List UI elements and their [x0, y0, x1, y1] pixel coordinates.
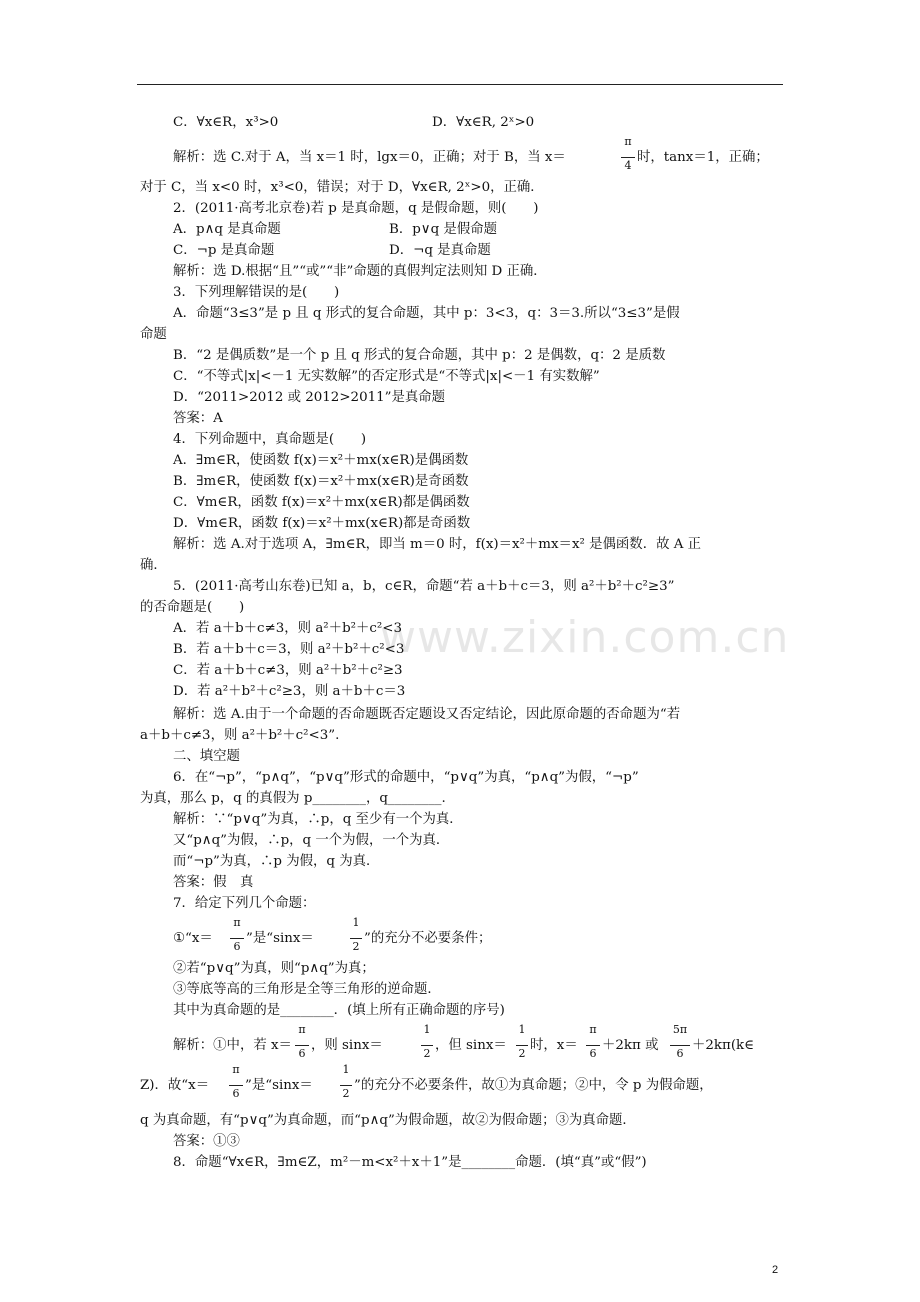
fraction-denominator: 6: [298, 1047, 306, 1060]
fraction-denominator: 2: [423, 1047, 431, 1060]
q6-stem-cont: 为真，那么 p，q 的真假为 p________，q________.: [140, 791, 446, 806]
q4-solution-cont: 确．: [140, 558, 167, 573]
q4-stem: 4．下列命题中，真命题是( ): [173, 432, 367, 447]
q7-answer: 答案：①③: [173, 1134, 240, 1149]
fraction-numerator: π: [624, 135, 632, 148]
fraction-bar: [229, 1085, 243, 1086]
fraction-bar: [621, 157, 635, 158]
q4-option-a: A．∃m∈R，使函数 f(x)＝x²＋mx(x∈R)是偶函数: [173, 453, 469, 468]
q3-option-b: B．“2 是偶质数”是一个 p 且 q 形式的复合命题，其中 p：2 是偶数，q：2 是质数: [173, 348, 666, 363]
watermark: www.zixin.com.cn: [380, 612, 790, 663]
fraction-bar: [340, 1085, 352, 1086]
fraction-numerator: 1: [342, 1063, 350, 1076]
section-heading-fill-in: 二、填空题: [173, 749, 240, 764]
q5-option-a: A．若 a＋b＋c≠3，则 a²＋b²＋c²<3: [173, 621, 403, 636]
q4-option-c: C．∀m∈R，函数 f(x)＝x²＋mx(x∈R)都是偶函数: [173, 495, 470, 510]
q7-item1-part1: ①“x＝: [173, 931, 213, 946]
fraction-numerator: 1: [423, 1023, 431, 1036]
q7-item1-part2: ”是“sinx＝: [246, 931, 314, 946]
q7-solution-line3: q 为真命题，有“p∨q”为真命题，而“p∧q”为假命题，故②为假命题；③为真命题．: [140, 1113, 636, 1128]
q4-solution: 解析：选 A.对于选项 A，∃m∈R，即当 m＝0 时，f(x)＝x²＋mx＝x² 是偶函数．故 A 正: [173, 537, 702, 552]
q3-stem: 3．下列理解错误的是( ): [173, 285, 340, 300]
q1-option-d: D．∀x∈R, 2ˣ>0: [432, 115, 535, 130]
q7-solution-line2-part2: ”是“sinx＝: [245, 1078, 313, 1093]
page-number: 2: [772, 1264, 779, 1276]
fraction-bar: [350, 938, 362, 939]
q2-stem: 2．(2011·高考北京卷)若 p 是真命题，q 是假命题，则( ): [173, 201, 539, 216]
q3-option-c: C．“不等式|x|<－1 无实数解”的否定形式是“不等式|x|<－1 有实数解”: [173, 369, 600, 384]
q3-option-a-cont: 命题: [140, 327, 167, 342]
q5-stem-cont: 的否命题是( ): [140, 600, 245, 615]
fraction-bar: [230, 938, 244, 939]
fraction-denominator: 2: [342, 1087, 350, 1100]
q8-stem: 8．命题“∀x∈R，∃m∈Z，m²－m<x²＋x＋1”是________命题．(填“真”或“假”): [173, 1155, 647, 1170]
fraction-numerator: π: [589, 1023, 597, 1036]
fraction-numerator: 5π: [672, 1023, 688, 1036]
q7-solution-part4: 时，x＝: [530, 1038, 578, 1053]
q7-stem: 7．给定下列几个命题：: [173, 896, 316, 911]
q2-option-b: B．p∨q 是假命题: [389, 222, 497, 237]
q7-solution-part1: 解析：①中，若 x＝: [173, 1038, 292, 1053]
fraction-denominator: 6: [232, 1087, 240, 1100]
q6-stem: 6．在“¬p”，“p∧q”，“p∨q”形式的命题中，“p∨q”为真，“p∧q”为假，“¬p”: [173, 770, 639, 785]
q7-item1-part3: ”的充分不必要条件；: [364, 931, 492, 946]
q3-option-d: D．“2011>2012 或 2012>2011”是真命题: [173, 390, 446, 405]
q2-option-c: C．¬p 是真命题: [173, 243, 275, 258]
fraction-bar: [516, 1045, 528, 1046]
q5-solution: 解析：选 A.由于一个命题的否命题既否定题设又否定结论，因此原命题的否命题为“若: [173, 707, 681, 722]
q1-solution-part1: 解析：选 C.对于 A，当 x＝1 时，lgx＝0，正确；对于 B，当 x＝: [173, 150, 566, 165]
fraction-denominator: 6: [233, 940, 241, 953]
fraction-denominator: 2: [352, 940, 360, 953]
fraction-bar: [670, 1045, 690, 1046]
q2-option-a: A．p∧q 是真命题: [173, 222, 281, 237]
q7-item3: ③等底等高的三角形是全等三角形的逆命题．: [173, 982, 441, 997]
q6-answer: 答案：假 真: [173, 875, 254, 890]
fraction-denominator: 4: [624, 159, 632, 172]
q3-answer: 答案：A: [173, 411, 223, 426]
fraction-denominator: 6: [589, 1047, 597, 1060]
fraction-numerator: 1: [518, 1023, 526, 1036]
q5-solution-cont: a＋b＋c≠3，则 a²＋b²＋c²<3”.: [140, 728, 340, 743]
fraction-numerator: π: [233, 916, 241, 929]
q5-stem: 5．(2011·高考山东卷)已知 a，b，c∈R，命题“若 a＋b＋c＝3，则 a²＋b²＋c²≥3”: [173, 579, 675, 594]
q6-solution-1: 解析：∵“p∨q”为真，∴p，q 至少有一个为真．: [173, 812, 463, 827]
q1-solution-line2: 对于 C，当 x<0 时，x³<0，错误；对于 D，∀x∈R, 2ˣ>0，正确．: [140, 180, 544, 195]
fraction-numerator: π: [298, 1023, 306, 1036]
q7-solution-part2: ，则 sinx＝: [311, 1038, 383, 1053]
q6-solution-3: 而“¬p”为真，∴p 为假，q 为真．: [173, 854, 380, 869]
fraction-numerator: π: [232, 1063, 240, 1076]
q6-solution-2: 又“p∧q”为假，∴p，q 一个为假，一个为真．: [173, 833, 450, 848]
q7-solution-line2-part1: Z)．故“x＝: [140, 1078, 210, 1093]
q7-solution-part5: ＋2kπ 或: [602, 1038, 659, 1053]
fraction-bar: [421, 1045, 433, 1046]
fraction-numerator: 1: [352, 916, 360, 929]
q7-solution-line2-part3: ”的充分不必要条件，故①为真命题；②中，令 p 为假命题，: [354, 1078, 713, 1093]
q5-option-d: D．若 a²＋b²＋c²≥3，则 a＋b＋c＝3: [173, 684, 406, 699]
fraction-denominator: 6: [676, 1047, 684, 1060]
q3-option-a: A．命题“3≤3”是 p 且 q 形式的复合命题，其中 p：3<3，q：3＝3.所以“3≤3”是假: [173, 306, 680, 321]
q2-solution: 解析：选 D.根据“且”“或”“非”命题的真假判定法则知 D 正确．: [173, 264, 547, 279]
q5-option-c: C．若 a＋b＋c≠3，则 a²＋b²＋c²≥3: [173, 663, 403, 678]
q7-solution-part6: ＋2kπ(k∈: [692, 1038, 755, 1053]
fraction-bar: [295, 1045, 309, 1046]
fraction-bar: [586, 1045, 600, 1046]
q1-option-c: C．∀x∈R，x³>0: [173, 115, 279, 130]
q5-option-b: B．若 a＋b＋c＝3，则 a²＋b²＋c²<3: [173, 642, 405, 657]
q7-question: 其中为真命题的是________．(填上所有正确命题的序号): [173, 1003, 505, 1018]
q7-solution-part3: ，但 sinx＝: [435, 1038, 507, 1053]
q1-solution-part2: 时，tanx＝1，正确；: [637, 150, 769, 165]
q2-option-d: D．¬q 是真命题: [389, 243, 491, 258]
header-rule: [137, 84, 783, 85]
q4-option-b: B．∃m∈R，使函数 f(x)＝x²＋mx(x∈R)是奇函数: [173, 474, 469, 489]
q4-option-d: D．∀m∈R，函数 f(x)＝x²＋mx(x∈R)都是奇函数: [173, 516, 471, 531]
fraction-denominator: 2: [518, 1047, 526, 1060]
q7-item2: ②若“p∨q”为真，则“p∧q”为真；: [173, 961, 375, 976]
